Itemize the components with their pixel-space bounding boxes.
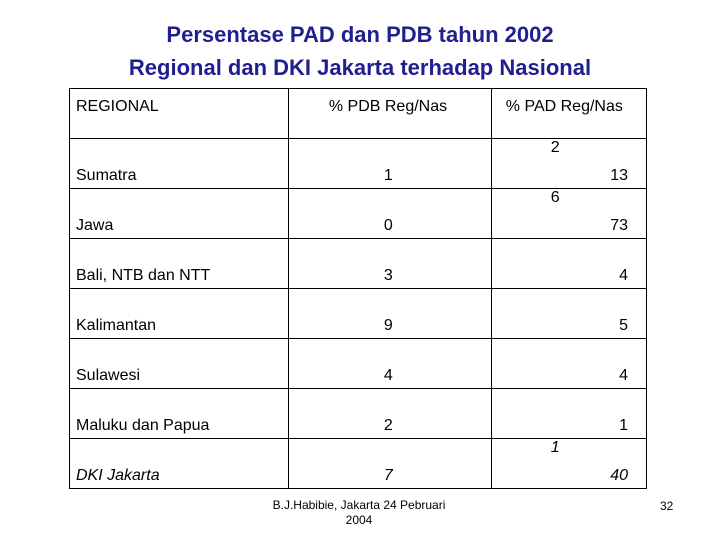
pdb-value: 4 xyxy=(383,367,393,384)
pdb-cell xyxy=(288,339,491,389)
header-cell-regional xyxy=(70,89,289,139)
pdb-value: 1 xyxy=(383,167,393,184)
region-label: Sulawesi xyxy=(76,367,141,384)
pad-value: 73 xyxy=(610,217,628,234)
pad-value-upper: 2 xyxy=(550,139,560,156)
pdb-cell xyxy=(288,289,491,339)
region-cell xyxy=(70,389,289,439)
header-pdb: % PDB Reg/Nas xyxy=(328,98,448,115)
region-cell xyxy=(70,289,289,339)
table-row xyxy=(70,389,647,439)
slide-title-line-2: Regional dan DKI Jakarta terhadap Nasional xyxy=(128,55,592,80)
pdb-value: 0 xyxy=(383,217,393,234)
footer-text xyxy=(250,498,468,528)
pad-cell xyxy=(491,289,646,339)
pad-value: 13 xyxy=(610,167,628,184)
pad-value: 4 xyxy=(619,267,628,284)
table-row xyxy=(70,189,647,239)
footer-line-1: B.J.Habibie, Jakarta 24 Pebruari xyxy=(272,498,446,512)
pad-value: 4 xyxy=(619,367,628,384)
region-cell xyxy=(70,189,289,239)
region-label: DKI Jakarta xyxy=(76,467,160,484)
pdb-value: 7 xyxy=(383,467,393,484)
pdb-value: 2 xyxy=(383,417,393,434)
pad-value-upper: 6 xyxy=(550,189,560,206)
pdb-value: 9 xyxy=(383,317,393,334)
region-cell xyxy=(70,339,289,389)
pad-value: 40 xyxy=(610,467,628,484)
pad-cell xyxy=(491,239,646,289)
pad-cell xyxy=(491,389,646,439)
page-number: 32 xyxy=(660,499,674,513)
table-row xyxy=(70,339,647,389)
region-label: Jawa xyxy=(76,217,114,234)
pad-cell xyxy=(491,339,646,389)
slide-title-line-1: Persentase PAD dan PDB tahun 2002 xyxy=(166,22,554,47)
pdb-cell xyxy=(288,239,491,289)
pdb-cell xyxy=(288,189,491,239)
table-row xyxy=(70,239,647,289)
region-label: Sumatra xyxy=(76,167,137,184)
header-pad: % PAD Reg/Nas xyxy=(505,98,623,115)
pad-value-upper: 1 xyxy=(550,439,560,456)
region-label: Maluku dan Papua xyxy=(76,417,210,434)
pad-cell xyxy=(491,139,646,189)
footer-line-2: 2004 xyxy=(345,513,373,527)
table-row xyxy=(70,439,647,489)
table-header-row xyxy=(70,89,647,139)
region-label: Kalimantan xyxy=(76,317,157,334)
pdb-cell xyxy=(288,139,491,189)
pad-cell xyxy=(491,439,646,489)
pdb-cell xyxy=(288,389,491,439)
region-label: Bali, NTB dan NTT xyxy=(76,267,211,284)
header-cell-pdb xyxy=(288,89,491,139)
region-cell xyxy=(70,139,289,189)
pad-value: 5 xyxy=(619,317,628,334)
pad-value: 1 xyxy=(619,417,628,434)
region-cell xyxy=(70,239,289,289)
pdb-value: 3 xyxy=(383,267,393,284)
header-cell-pad xyxy=(491,89,646,139)
table-row xyxy=(70,139,647,189)
region-cell xyxy=(70,439,289,489)
table-row xyxy=(70,289,647,339)
pad-pdb-table xyxy=(69,88,647,489)
pad-cell xyxy=(491,189,646,239)
pdb-cell xyxy=(288,439,491,489)
header-regional: REGIONAL xyxy=(76,98,159,115)
